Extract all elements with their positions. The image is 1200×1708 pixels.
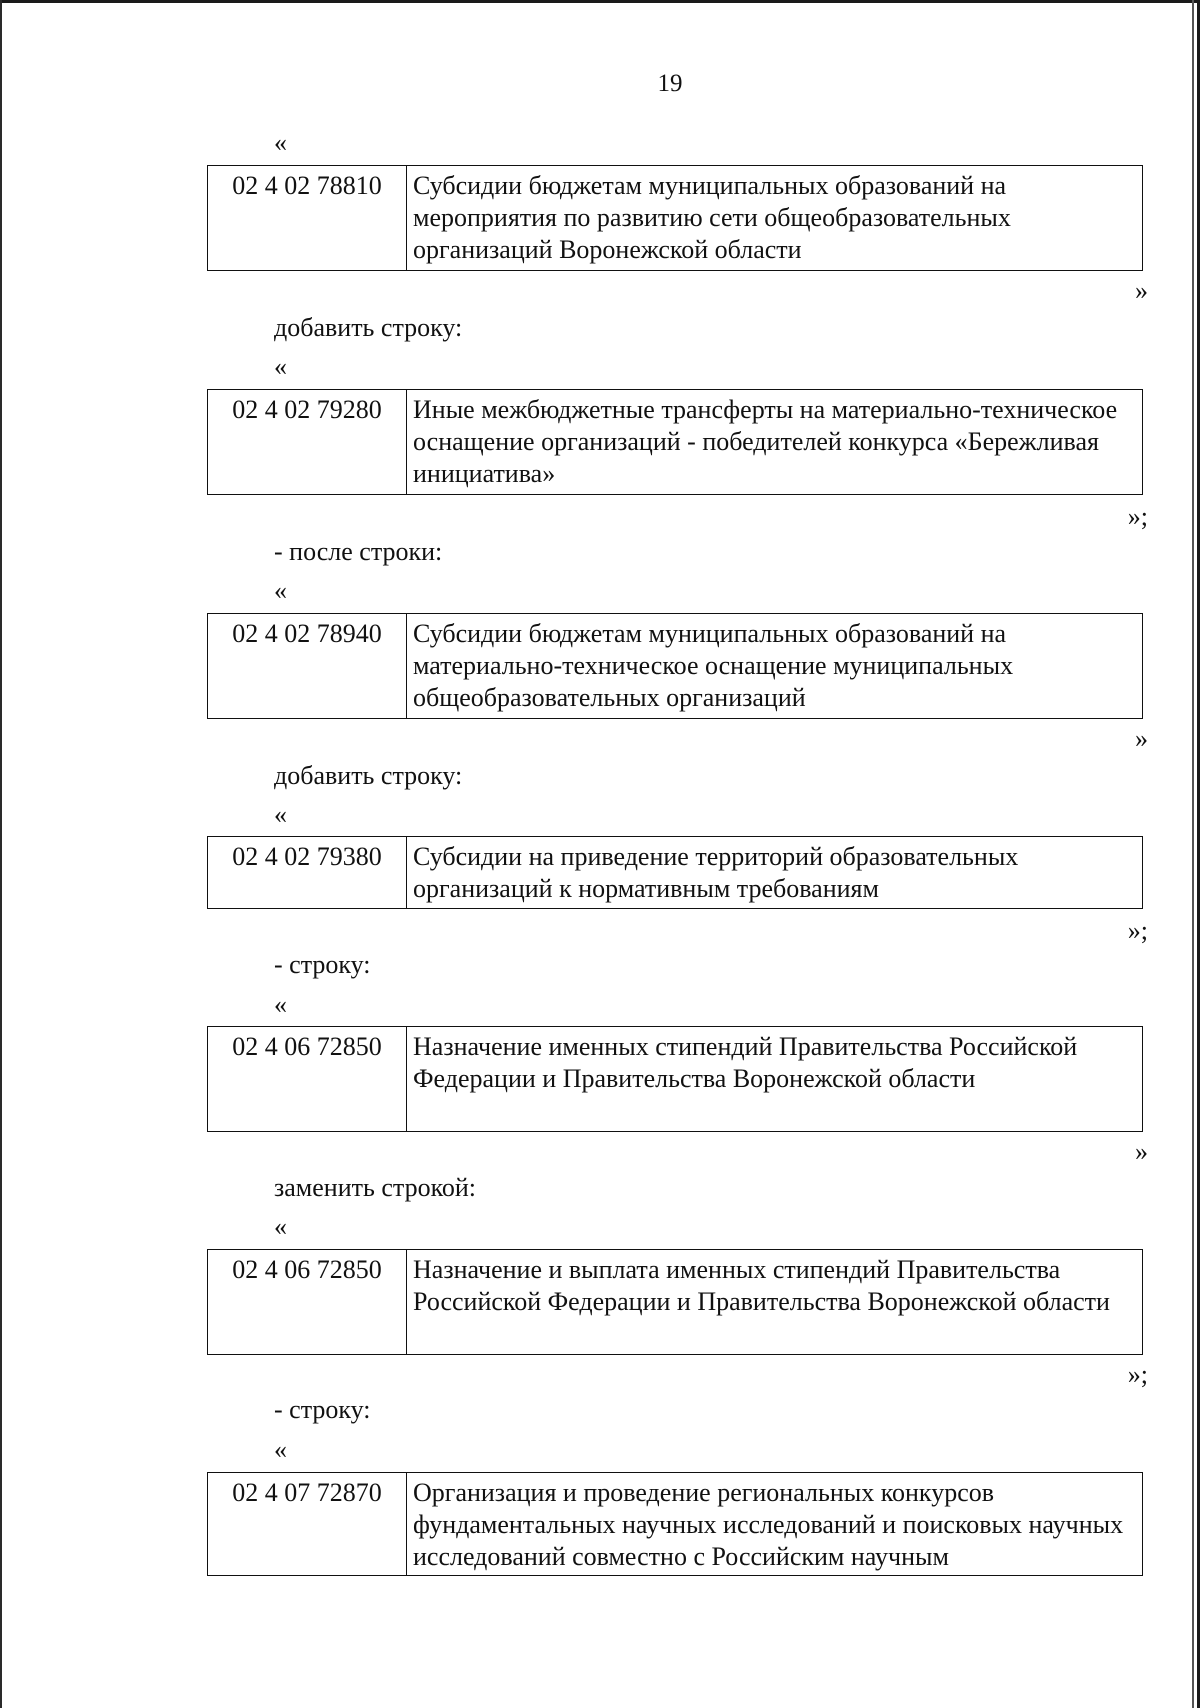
table-row (208, 166, 1143, 271)
opening-quote: « (274, 576, 287, 605)
instruction-text: - строку: (274, 1395, 371, 1424)
budget-code: 02 4 02 78940 (208, 614, 407, 719)
budget-code: 02 4 02 78810 (208, 166, 407, 271)
instruction-text: заменить строкой: (274, 1173, 477, 1202)
opening-quote: « (274, 128, 287, 157)
instruction-text: добавить строку: (274, 313, 463, 342)
budget-row-table (207, 836, 1143, 909)
scan-border-top (0, 0, 1200, 3)
budget-description: Субсидии бюджетам муниципальных образований на мероприятия по развитию сети общеобразовательных организаций Воронежской области (407, 166, 1143, 271)
closing-quote: »; (1127, 502, 1148, 531)
budget-code: 02 4 06 72850 (208, 1250, 407, 1355)
closing-quote: »; (1127, 916, 1148, 945)
table-row (208, 837, 1143, 909)
budget-description: Назначение и выплата именных стипендий Правительства Российской Федерации и Правительства Воронежской области (407, 1250, 1143, 1355)
scan-border-left (0, 0, 2, 1708)
budget-code: 02 4 02 79280 (208, 390, 407, 495)
budget-description: Субсидии на приведение территорий образовательных организаций к нормативным требованиям (407, 837, 1143, 909)
closing-quote: »; (1127, 1360, 1148, 1389)
budget-code: 02 4 06 72850 (208, 1027, 407, 1132)
budget-description: Иные межбюджетные трансферты на материально-техническое оснащение организаций - победителей конкурса «Бережливая инициатива» (407, 390, 1143, 495)
budget-row-table (207, 613, 1143, 719)
budget-row-table (207, 165, 1143, 271)
budget-row-table (207, 389, 1143, 495)
opening-quote: « (274, 800, 287, 829)
scan-border-right-inner (1192, 0, 1194, 1708)
budget-description: Организация и проведение региональных конкурсов фундаментальных научных исследований и поисковых научных исследований совместно с Российским научным (407, 1473, 1143, 1576)
budget-description: Субсидии бюджетам муниципальных образований на материально-техническое оснащение муниципальных общеобразовательных организаций (407, 614, 1143, 719)
closing-quote: » (1135, 724, 1148, 753)
budget-description: Назначение именных стипендий Правительства Российской Федерации и Правительства Воронежской области (407, 1027, 1143, 1132)
table-row (208, 1250, 1143, 1355)
closing-quote: » (1135, 1137, 1148, 1166)
opening-quote: « (274, 990, 287, 1019)
table-row (208, 614, 1143, 719)
budget-row-table (207, 1026, 1143, 1132)
opening-quote: « (274, 1212, 287, 1241)
opening-quote: « (274, 352, 287, 381)
budget-code: 02 4 02 79380 (208, 837, 407, 909)
instruction-text: - после строки: (274, 537, 443, 566)
closing-quote: » (1135, 276, 1148, 305)
opening-quote: « (274, 1435, 287, 1464)
budget-row-table (207, 1249, 1143, 1355)
instruction-text: - строку: (274, 950, 371, 979)
table-row (208, 1027, 1143, 1132)
table-row (208, 390, 1143, 495)
instruction-text: добавить строку: (274, 761, 463, 790)
budget-row-table (207, 1472, 1143, 1576)
page-number: 19 (657, 70, 683, 97)
table-row (208, 1473, 1143, 1576)
budget-code: 02 4 07 72870 (208, 1473, 407, 1576)
